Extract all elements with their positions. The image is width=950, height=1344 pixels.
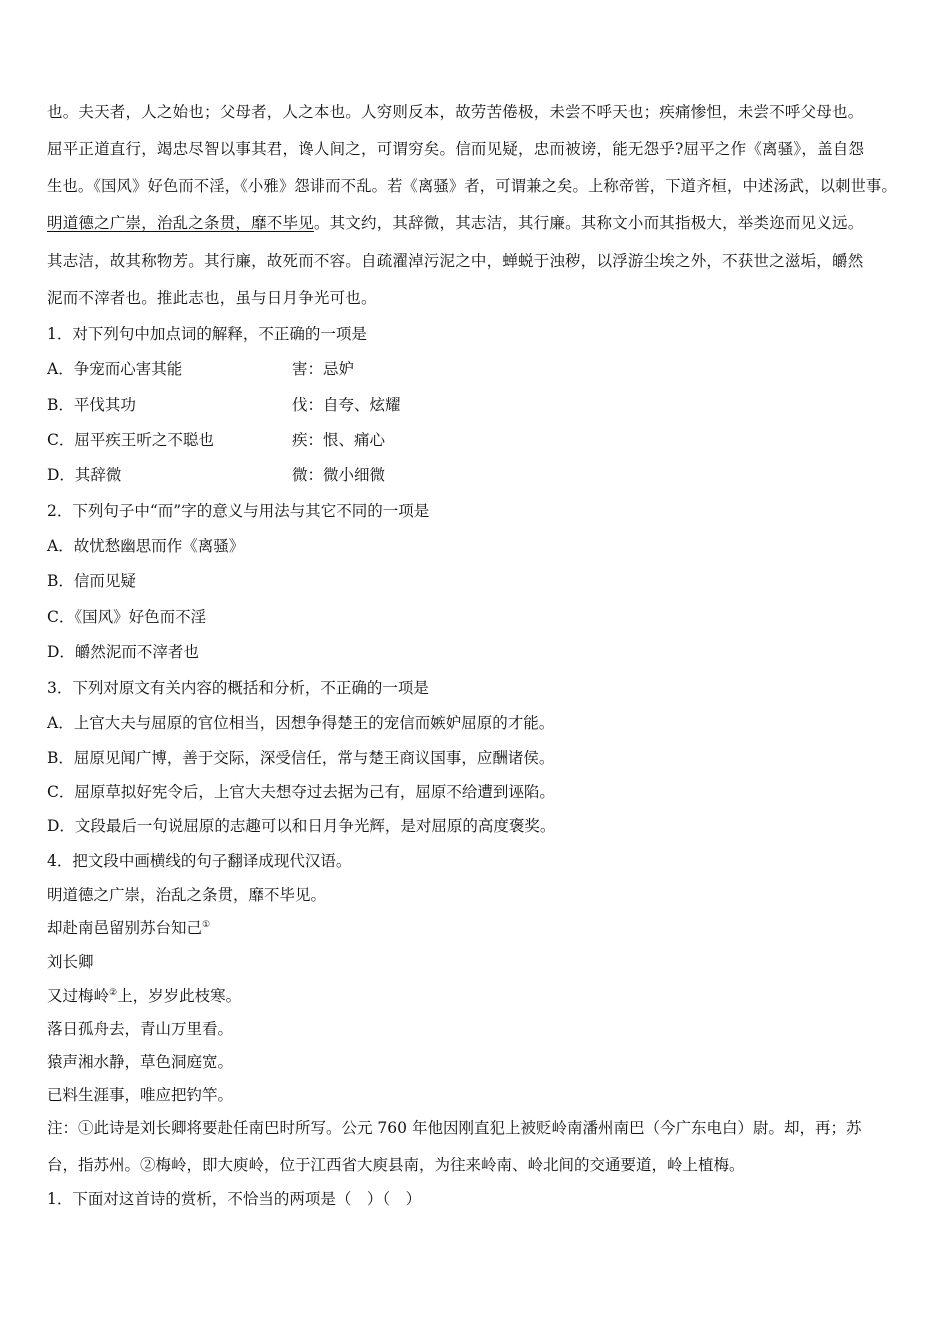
q1-option-d-gloss: 微：微小细微 <box>292 466 386 484</box>
q1-option-b: B．平伐其功 <box>47 396 136 414</box>
q2-stem: 2．下列句子中“而”字的意义与用法与其它不同的一项是 <box>47 502 430 520</box>
footnote-marker-1: ① <box>202 919 211 930</box>
q1-stem: 1．对下列句中加点词的解释，不正确的一项是 <box>47 325 367 343</box>
passage-line-4-rest: 。其文约，其辞微，其志洁，其行廉。其称文小而其指极大，举类迩而见义远。 <box>313 214 864 232</box>
passage-line-2: 屈平正道直行，竭忠尽智以事其君，谗人间之，可谓穷矣。信而见疑，忠而被谤，能无怨乎?屈平之作《离骚》，盖自怨 <box>47 140 865 158</box>
q2-option-a: A．故忧愁幽思而作《离骚》 <box>47 537 245 555</box>
q2-option-b: B．信而见疑 <box>47 572 136 590</box>
passage-line-5: 其志洁，故其称物芳。其行廉，故死而不容。自疏濯淖污泥之中，蝉蜕于浊秽，以浮游尘埃之外，不获世之滋垢，皭然 <box>47 252 864 270</box>
poem-line-1: 又过梅岭②上，岁岁此枝寒。 <box>47 987 242 1005</box>
passage-line-3: 生也。《国风》好色而不淫，《小雅》怨诽而不乱。若《离骚》者，可谓兼之矣。上称帝喾，下道齐桓，中述汤武，以刺世事。 <box>47 177 897 195</box>
q2-option-c: C．《国风》好色而不淫 <box>47 608 207 626</box>
poem-note-line-2: 台，指苏州。②梅岭，即大庾岭，位于江西省大庾县南，为往来岭南、岭北间的交通要道，岭上植梅。 <box>47 1156 745 1174</box>
q3-option-c: C．屈原草拟好宪令后，上官大夫想夺过去据为己有，屈原不给遭到诬陷。 <box>47 783 555 801</box>
q3-option-a: A．上官大夫与屈原的官位相当，因想争得楚王的宠信而嫉妒屈原的才能。 <box>47 714 555 732</box>
q4-sentence: 明道德之广崇，治乱之条贯，靡不毕见。 <box>47 886 327 904</box>
passage-line-1: 也。夫天者，人之始也；父母者，人之本也。人穷则反本，故劳苦倦极，未尝不呼天也；疾痛惨怛，未尝不呼父母也。 <box>47 103 864 121</box>
q2-option-d: D．皭然泥而不滓者也 <box>47 643 199 661</box>
q3-stem: 3．下列对原文有关内容的概括和分析，不正确的一项是 <box>47 679 429 697</box>
poem-line-3: 猿声湘水静，草色洞庭宽。 <box>47 1053 234 1071</box>
q4-stem: 4．把文段中画横线的句子翻译成现代汉语。 <box>47 852 352 870</box>
q1-option-a: A．争宠而心害其能 <box>47 360 183 378</box>
poem-line-4: 已料生涯事，唯应把钓竿。 <box>47 1086 234 1104</box>
q3-option-b: B．屈原见闻广博，善于交际，深受信任，常与楚王商议国事，应酬诸侯。 <box>47 749 555 767</box>
poem-q1-stem: 1．下面对这首诗的赏析，不恰当的两项是（ ）（ ） <box>47 1190 422 1208</box>
poem-author: 刘长卿 <box>47 953 94 971</box>
q1-option-b-gloss: 伐：自夸、炫耀 <box>292 396 401 414</box>
poem-title: 却赴南邑留别苏台知己① <box>47 919 211 937</box>
q1-option-c: C．屈平疾王听之不聪也 <box>47 431 214 449</box>
underlined-sentence: 明道德之广崇，治乱之条贯，靡不毕见 <box>47 214 314 232</box>
q3-option-d: D．文段最后一句说屈原的志趣可以和日月争光辉，是对屈原的高度褒奖。 <box>47 817 556 835</box>
q1-option-d: D．其辞微 <box>47 466 122 484</box>
passage-line-4 <box>47 213 863 233</box>
q1-option-c-gloss: 疾：恨、痛心 <box>292 431 386 449</box>
poem-line-2: 落日孤舟去，青山万里看。 <box>47 1020 234 1038</box>
passage-line-6: 泥而不滓者也。推此志也，虽与日月争光可也。 <box>47 289 377 307</box>
q1-option-a-gloss: 害：忌妒 <box>292 360 355 378</box>
poem-note-line-1: 注：①此诗是刘长卿将要赴任南巴时所写。公元 760 年他因刚直犯上被贬岭南潘州南巴（今广东电白）尉。却，再；苏 <box>47 1119 862 1137</box>
footnote-marker-2: ② <box>109 987 118 998</box>
